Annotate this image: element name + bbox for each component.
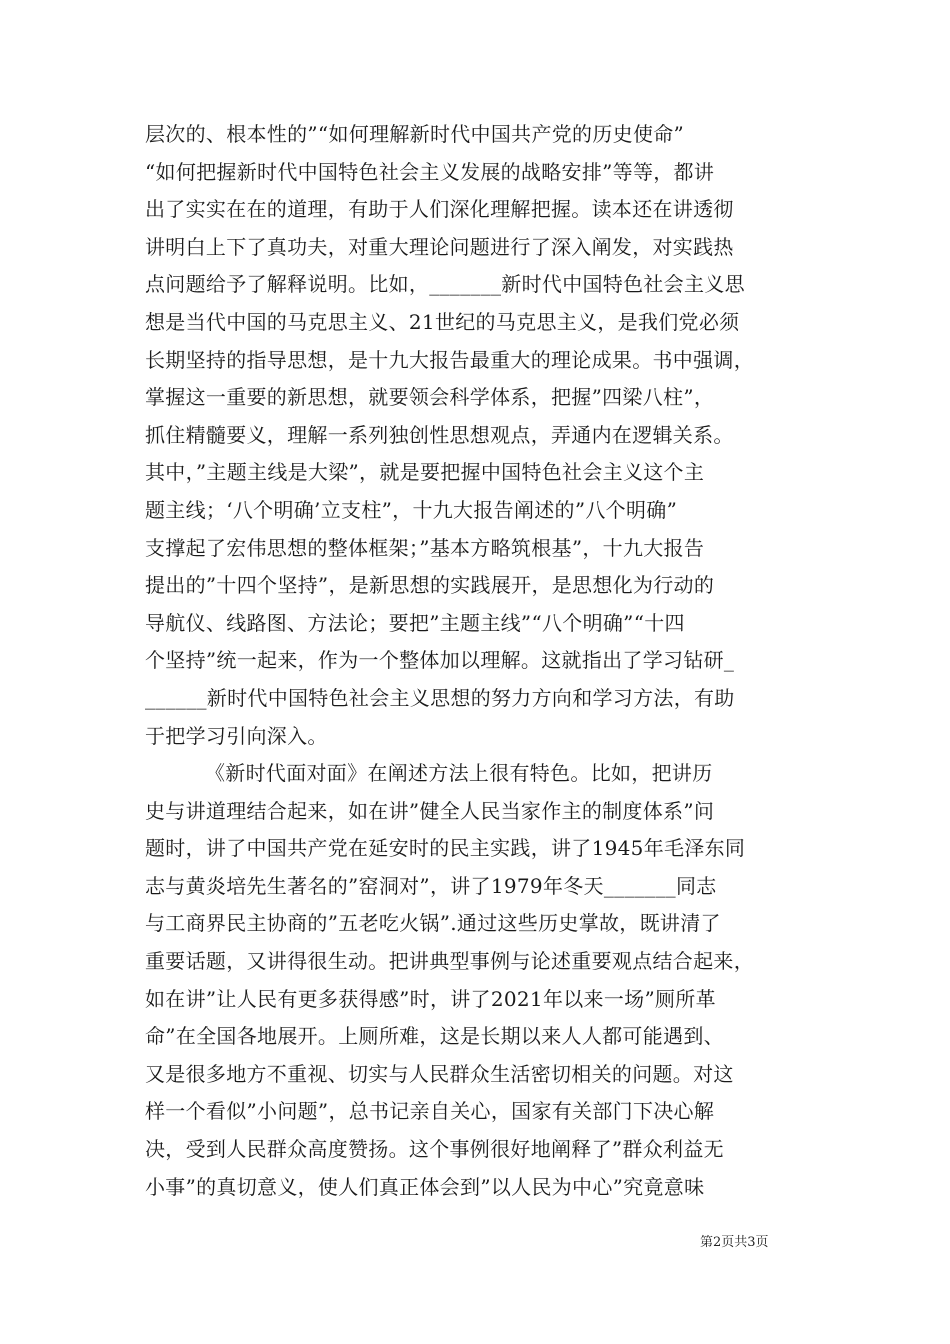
text-line: 决，受到人民群众高度赞扬。这个事例很好地阐释了”群众利益无 <box>145 1137 724 1162</box>
text-line: 层次的、根本性的”“如何理解新时代中国共产党的历史使命” <box>145 122 685 146</box>
text-line: 个坚持”统一起来，作为一个整体加以理解。这就指出了学习钻研_ <box>145 648 735 673</box>
text-line: 讲明白上下了真功夫，对重大理论问题进行了深入阐发，对实践热 <box>145 234 734 259</box>
text-line: 与工商界民主协商的”五老吃火锅”.通过这些历史掌故，既讲清了 <box>145 911 721 936</box>
text-line: 掌握这一重要的新思想，就要领会科学体系，把握”四梁八柱”， <box>145 385 715 410</box>
text-line: 导航仪、线路图、方法论；要把”主题主线”“八个明确”“十四 <box>145 610 685 635</box>
text-line: 提出的”十四个坚持”，是新思想的实践展开，是思想化为行动的 <box>145 573 715 598</box>
text-line: 点问题给予了解释说明。比如，_______新时代中国特色社会主义思 <box>145 272 745 297</box>
text-line: 志与黄炎培先生著名的”窑洞对”，讲了1979年冬天_______同志 <box>145 873 717 898</box>
text-line: 长期坚持的指导思想，是十九大报告最重大的理论成果。书中强调， <box>145 347 754 372</box>
text-line: 题时，讲了中国共产党在延安时的民主实践，讲了1945年毛泽东同 <box>145 836 746 861</box>
page-number-footer: 第2页共3页 <box>700 1235 769 1250</box>
text-line: “如何把握新时代中国特色社会主义发展的战略安排”等等，都讲 <box>145 159 715 184</box>
text-line: 想是当代中国的马克思主义、21世纪的马克思主义，是我们党必须 <box>145 309 740 334</box>
text-line: 重要话题，又讲得很生动。把讲典型事例与论述重要观点结合起来， <box>145 949 754 974</box>
text-line: 命”在全国各地展开。上厕所难，这是长期以来人人都可能遇到、 <box>145 1024 724 1049</box>
text-line: 其中，”主题主线是大梁”，就是要把握中国特色社会主义这个主 <box>145 460 705 485</box>
text-line: 于把学习引向深入。 <box>145 723 328 748</box>
text-line: 支撑起了宏伟思想的整体框架；”基本方略筑根基”，十九大报告 <box>145 535 705 560</box>
text-line: 出了实实在在的道理，有助于人们深化理解把握。读本还在讲透彻 <box>145 197 734 222</box>
text-line: 如在讲”让人民有更多获得感”时，讲了2021年以来一场”厕所革 <box>145 986 716 1011</box>
body-text <box>145 116 815 1206</box>
paragraph-start-line: 《新时代面对面》在阐述方法上很有特色。比如，把讲历 <box>205 761 713 786</box>
text-line: ______新时代中国特色社会主义思想的努力方向和学习方法，有助 <box>145 685 735 710</box>
text-line: 史与讲道理结合起来，如在讲”健全人民当家作主的制度体系”问 <box>145 798 715 823</box>
text-line: 小事”的真切意义，使人们真正体会到”以人民为中心”究竟意味 <box>145 1174 705 1199</box>
text-line: 又是很多地方不重视、切实与人民群众生活密切相关的问题。对这 <box>145 1061 734 1086</box>
text-line: 题主线；‘八个明确’立支柱”，十九大报告阐述的”八个明确” <box>145 497 678 522</box>
text-line: 样一个看似”小问题”，总书记亲自关心，国家有关部门下决心解 <box>145 1099 715 1124</box>
text-line: 抓住精髓要义，理解一系列独创性思想观点，弄通内在逻辑关系。 <box>145 422 734 447</box>
